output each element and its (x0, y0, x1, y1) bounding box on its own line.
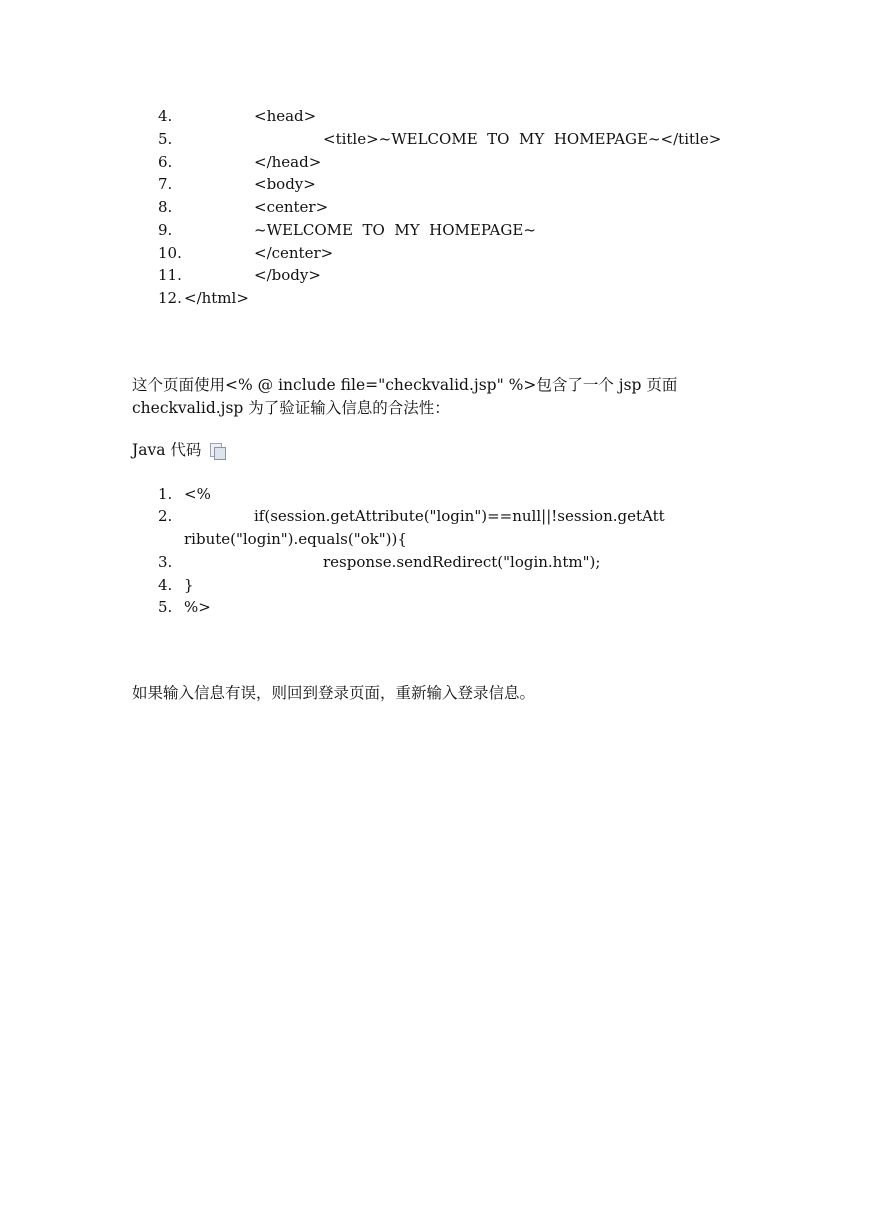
line-code: ribute("login").equals("ok")){ (184, 530, 407, 548)
line-code: } (184, 576, 194, 594)
line-code: </head> (254, 153, 322, 171)
code-line (0, 483, 760, 506)
paragraph-include-description (132, 374, 752, 420)
line-code: <body> (254, 175, 316, 193)
line-number: 3. (158, 553, 173, 571)
line-code: <title>~WELCOME TO MY HOMEPAGE~</title> (323, 130, 722, 148)
paragraph-error-redirect: 如果输入信息有误，则回到登录页面，重新输入登录信息。 (132, 684, 536, 702)
line-code: </center> (254, 244, 334, 262)
code-line (0, 173, 760, 196)
code-line (0, 574, 760, 597)
line-code: <head> (254, 107, 317, 125)
line-code: ~WELCOME TO MY HOMEPAGE~ (254, 221, 536, 239)
code-line (0, 505, 760, 528)
paragraph-line: checkvalid.jsp 为了验证输入信息的合法性： (132, 399, 450, 417)
code-line (0, 528, 760, 551)
code-line (0, 287, 760, 310)
line-code: response.sendRedirect("login.htm"); (323, 553, 601, 571)
line-code: if(session.getAttribute("login")==null||!session.getAtt (254, 507, 665, 525)
code-line (0, 105, 760, 128)
code-line (0, 128, 760, 151)
line-number: 10. (158, 244, 182, 262)
line-code: </body> (254, 266, 321, 284)
line-number: 9. (158, 221, 173, 239)
line-number: 12. (158, 289, 182, 307)
code-line (0, 264, 760, 287)
code-line (0, 242, 760, 265)
code-line (0, 196, 760, 219)
line-number: 5. (158, 598, 173, 616)
line-code: <% (184, 485, 211, 503)
line-code: <center> (254, 198, 329, 216)
java-code-label (132, 439, 225, 462)
line-number: 4. (158, 107, 173, 125)
copy-icon[interactable] (209, 443, 225, 459)
java-code-label-text: Java 代码 (132, 441, 202, 459)
line-number: 6. (158, 153, 173, 171)
line-code: </html> (184, 289, 249, 307)
line-number: 2. (158, 507, 173, 525)
paragraph-line: 这个页面使用<% @ include file="checkvalid.jsp" %>包含了一个 jsp 页面 (132, 376, 678, 394)
code-line (0, 596, 760, 619)
code-line (0, 151, 760, 174)
line-number: 8. (158, 198, 173, 216)
line-number: 7. (158, 175, 173, 193)
line-number: 1. (158, 485, 173, 503)
code-line (0, 219, 760, 242)
line-number: 4. (158, 576, 173, 594)
line-code: %> (184, 598, 211, 616)
line-number: 11. (158, 266, 182, 284)
line-number: 5. (158, 130, 173, 148)
code-line (0, 551, 760, 574)
